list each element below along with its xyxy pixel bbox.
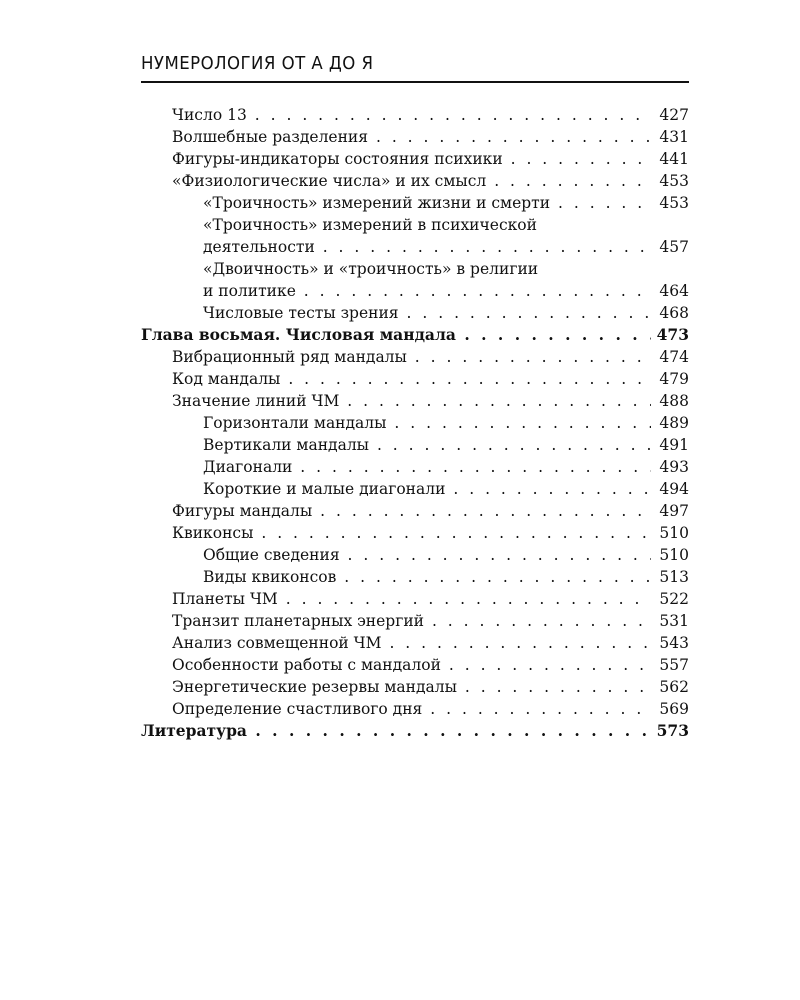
- toc-chapter-entry: [141, 324, 689, 346]
- toc-entry: [141, 368, 689, 390]
- toc-entry-title: Вибрационный ряд мандалы . . .: [172, 346, 651, 368]
- toc-entry: [141, 236, 689, 258]
- toc-entry-title: Фигуры мандалы . . .: [172, 500, 651, 522]
- toc-entry-title: Виды квиконсов . . .: [203, 566, 651, 588]
- toc-entry-title: деятельности . . .: [203, 236, 651, 258]
- toc-entry-title: Общие сведения . . .: [203, 544, 651, 566]
- running-header: НУМЕРОЛОГИЯ ОТ А ДО Я: [141, 53, 374, 74]
- header-rule: [141, 81, 689, 83]
- toc-entry-page: 557: [659, 656, 689, 674]
- toc-entry: [141, 346, 689, 368]
- toc-entry-page: 573: [656, 721, 689, 740]
- toc-entry-page: 457: [659, 238, 689, 256]
- toc-entry: [141, 478, 689, 500]
- toc-entry-title: Вертикали мандалы . . .: [203, 434, 651, 456]
- toc-entry-page: 562: [659, 678, 689, 696]
- toc-entry-title: Короткие и малые диагонали . . .: [203, 478, 651, 500]
- toc-entry-page: 431: [659, 128, 689, 146]
- toc-entry-page: 494: [659, 480, 689, 498]
- toc-entry-title: Глава восьмая. Числовая мандала . . .: [141, 324, 651, 346]
- toc-entry: [141, 214, 689, 236]
- toc-entry-title: Число 13 . . .: [172, 104, 651, 126]
- toc-entry-title: Квиконсы . . .: [172, 522, 651, 544]
- toc-entry-title: Диагонали . . .: [203, 456, 651, 478]
- toc-entry-title: Определение счастливого дня . . .: [172, 698, 651, 720]
- toc-entry-page: 427: [659, 106, 689, 124]
- toc-entry: [141, 390, 689, 412]
- toc-entry-title: «Троичность» измерений жизни и смерти . . .: [203, 192, 651, 214]
- toc-entry: [141, 500, 689, 522]
- toc-entry-page: 453: [659, 172, 689, 190]
- toc-entry-page: 488: [659, 392, 689, 410]
- toc-entry-page: 453: [659, 194, 689, 212]
- toc-entry-title: Код мандалы . . .: [172, 368, 651, 390]
- toc-entry-page: 489: [659, 414, 689, 432]
- toc-entry-title: «Двоичность» и «троичность» в религии: [203, 260, 539, 278]
- toc-entry-page: 510: [659, 524, 689, 542]
- toc-entry: [141, 456, 689, 478]
- toc-chapter-entry: [141, 720, 689, 742]
- toc-entry-title: Транзит планетарных энергий . . .: [172, 610, 651, 632]
- toc-entry: [141, 654, 689, 676]
- toc-entry-title: Числовые тесты зрения . . .: [203, 302, 651, 324]
- toc-entry: [141, 126, 689, 148]
- toc-entry-page: 473: [656, 325, 689, 344]
- toc-entry-page: 531: [659, 612, 689, 630]
- toc-entry-page: 479: [659, 370, 689, 388]
- toc-entry-title: «Троичность» измерений в психической: [203, 216, 537, 234]
- toc-entry-title: Значение линий ЧМ . . .: [172, 390, 651, 412]
- toc-entry-title: Фигуры-индикаторы состояния психики . . .: [172, 148, 651, 170]
- toc-entry-page: 510: [659, 546, 689, 564]
- toc-entry-page: 543: [659, 634, 689, 652]
- toc-entry-title: «Физиологические числа» и их смысл . . .: [172, 170, 651, 192]
- toc-entry-page: 569: [659, 700, 689, 718]
- toc-entry: [141, 522, 689, 544]
- toc-entry: [141, 192, 689, 214]
- toc-entry-page: 441: [659, 150, 689, 168]
- toc-entry: [141, 434, 689, 456]
- toc-entry-title: Литература . . .: [141, 720, 651, 742]
- toc-entry-page: 474: [659, 348, 689, 366]
- toc-entry-title: Планеты ЧМ . . .: [172, 588, 651, 610]
- toc-entry: [141, 610, 689, 632]
- toc-entry: [141, 632, 689, 654]
- toc-entry: [141, 302, 689, 324]
- toc-entry: [141, 148, 689, 170]
- toc-entry-title: Волшебные разделения . . .: [172, 126, 651, 148]
- toc-entry-page: 522: [659, 590, 689, 608]
- toc-entry: [141, 170, 689, 192]
- toc-entry: [141, 588, 689, 610]
- toc-entry: [141, 280, 689, 302]
- toc-entry-title: Горизонтали мандалы . . .: [203, 412, 651, 434]
- toc-entry-title: Особенности работы с мандалой . . .: [172, 654, 651, 676]
- toc-entry-title: Энергетические резервы мандалы . . .: [172, 676, 651, 698]
- toc-entry-page: 497: [659, 502, 689, 520]
- table-of-contents: [141, 104, 689, 742]
- toc-entry: [141, 412, 689, 434]
- toc-entry: [141, 698, 689, 720]
- toc-entry: [141, 258, 689, 280]
- toc-entry-title: и политике . . .: [203, 280, 651, 302]
- toc-entry-title: Анализ совмещенной ЧМ . . .: [172, 632, 651, 654]
- toc-entry-page: 491: [659, 436, 689, 454]
- toc-entry: [141, 566, 689, 588]
- toc-entry-page: 464: [659, 282, 689, 300]
- toc-entry: [141, 676, 689, 698]
- toc-entry-page: 493: [659, 458, 689, 476]
- toc-entry-page: 468: [659, 304, 689, 322]
- toc-entry-page: 513: [659, 568, 689, 586]
- toc-entry: [141, 544, 689, 566]
- toc-entry: [141, 104, 689, 126]
